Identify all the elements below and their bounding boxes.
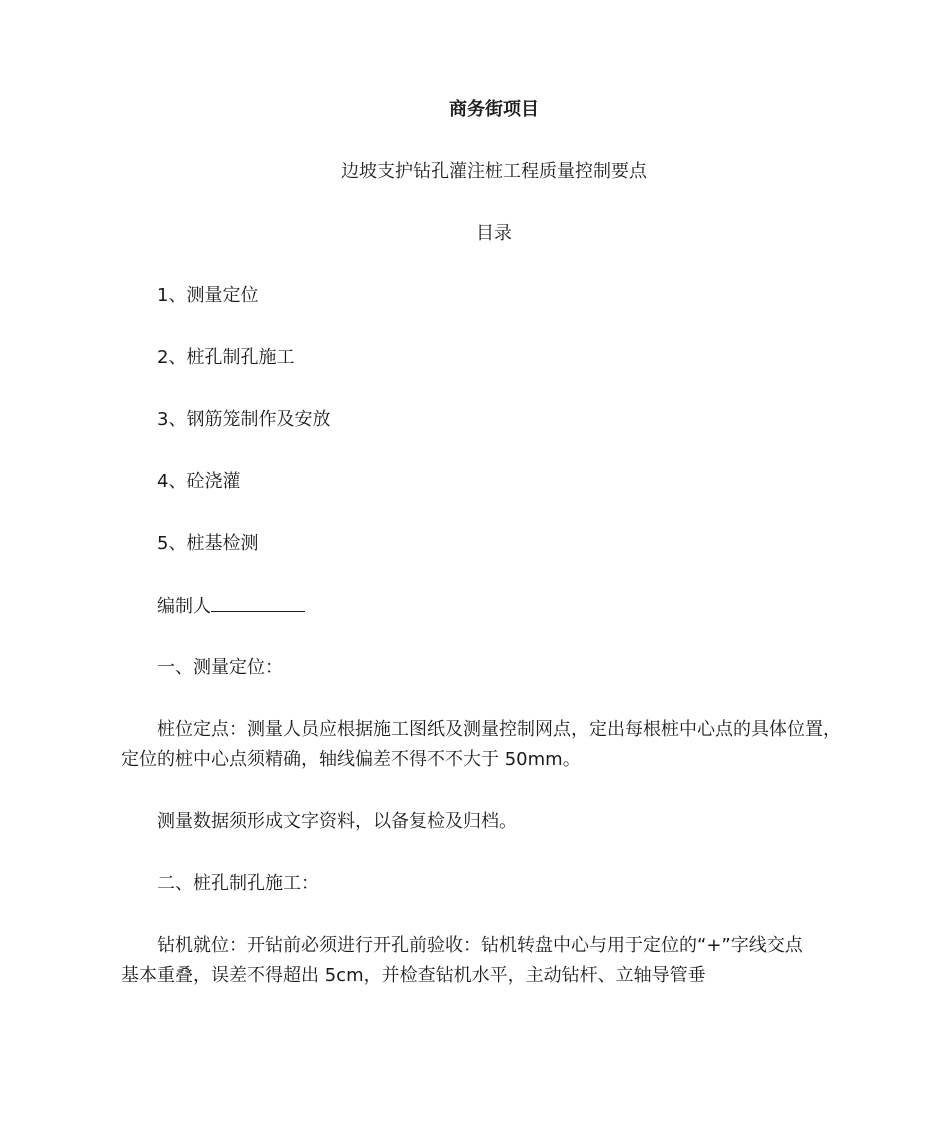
section-heading: 一、测量定位： [157,657,283,678]
section-heading: 二、桩孔制孔施工： [157,873,319,894]
compiler-line [157,594,305,619]
toc-item: 1、测量定位 [157,285,259,306]
toc-item: 3、钢筋笼制作及安放 [157,409,331,430]
paragraph-line: 定位的桩中心点须精确，轴线偏差不得不不大于 50mm。 [121,749,581,770]
toc-item: 2、桩孔制孔施工 [157,347,295,368]
paragraph-line: 测量数据须形成文字资料，以备复检及归档。 [157,811,517,832]
paragraph-line: 基本重叠，误差不得超出 5cm，并检查钻机水平，主动钻杆、立轴导管垂 [121,965,706,986]
toc-item: 4、砼浇灌 [157,471,241,492]
subject-title: 边坡支护钻孔灌注桩工程质量控制要点 [341,161,647,182]
compiler-blank [211,594,305,612]
toc-item: 5、桩基检测 [157,533,259,554]
paragraph-line: 桩位定点：测量人员应根据施工图纸及测量控制网点，定出每根桩中心点的具体位置， [157,719,841,740]
paragraph-line: 钻机就位：开钻前必须进行开孔前验收：钻机转盘中心与用于定位的“+”字线交点 [157,935,803,956]
compiler-label: 编制人 [157,596,211,617]
toc-heading: 目录 [476,223,512,244]
project-title: 商务街项目 [449,99,539,120]
